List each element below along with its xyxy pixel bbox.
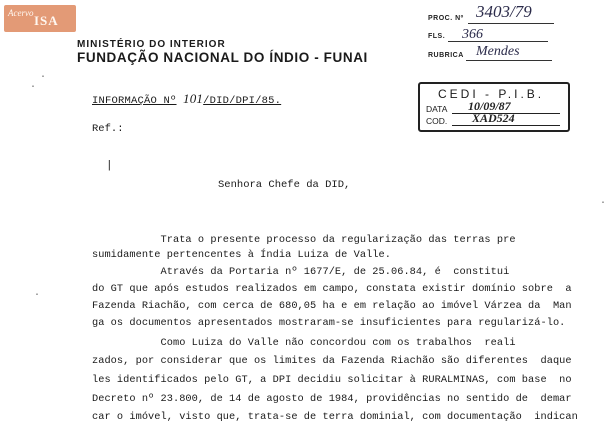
body-line: sumidamente pertencentes à Índia Luiza de Valle. (92, 249, 391, 261)
proc-label: PROC. Nº (428, 15, 464, 22)
stamp-cod-value: XAD524 (472, 111, 515, 125)
stamp-date-label: DATA (426, 104, 448, 114)
logo-scribble: Acervo (8, 8, 34, 18)
proc-value: 3403/79 (476, 2, 532, 21)
fls-label: FLS. (428, 33, 446, 40)
scan-speck: · (30, 82, 37, 93)
body-line: les identificados pelo GT, a DPI decidiu solicitar à RURALMINAS, com base no (92, 374, 572, 386)
ref-label: Ref.: (92, 123, 124, 135)
logo-text: ISA (34, 13, 59, 28)
rubrica-underline (466, 60, 552, 61)
body-line: car o imóvel, visto que, trata-se de terra dominial, com documentação indican (92, 411, 578, 423)
info-prefix: INFORMAÇÃO Nº (92, 95, 177, 107)
margin-mark: | (106, 160, 113, 172)
rubrica-value: Mendes (476, 44, 520, 59)
body-line: Trata o presente processo da regularização das terras pre (92, 234, 516, 246)
foundation-heading: FUNDAÇÃO NACIONAL DO ÍNDIO - FUNAI (77, 50, 368, 65)
body-line: Fazenda Riachão, com cerca de 680,05 ha e em relação ao imóvel Várzea da Man (92, 300, 572, 312)
body-line: Decreto nº 23.800, de 14 de agosto de 1984, providências no sentido de demar (92, 393, 572, 405)
stamp-date-value: 10/09/87 (468, 99, 511, 113)
rubrica-label: RUBRICA (428, 52, 464, 59)
isa-logo (4, 5, 76, 32)
salutation: Senhora Chefe da DID, (218, 179, 351, 191)
info-suffix: /DID/DPI/85. (203, 95, 282, 107)
fls-value: 366 (462, 27, 483, 42)
scan-speck: · (40, 72, 47, 83)
scan-speck: · (600, 198, 607, 209)
body-line: zados, por considerar que os limites da Fazenda Riachão são diferentes daque (92, 355, 572, 367)
cedi-stamp (418, 82, 570, 132)
stamp-cod-label: COD. (426, 116, 448, 126)
info-number: 101 (183, 91, 204, 106)
proc-underline (468, 23, 554, 24)
body-line: Como Luiza do Valle não concordou com os trabalhos reali (92, 337, 516, 349)
info-number-line (92, 91, 281, 107)
scan-speck: · (34, 290, 41, 301)
body-line: do GT que após estudos realizados em campo, constata existir domínio sobre a (92, 283, 572, 295)
stamp-title: CEDI - P.I.B. (438, 87, 545, 101)
body-line: ga os documentos apresentados mostraram-se insuficientes para regularizá-lo. (92, 317, 566, 329)
body-line: Através da Portaria nº 1677/E, de 25.06.84, é constitui (92, 266, 510, 278)
ministry-heading: MINISTÉRIO DO INTERIOR (77, 39, 226, 50)
